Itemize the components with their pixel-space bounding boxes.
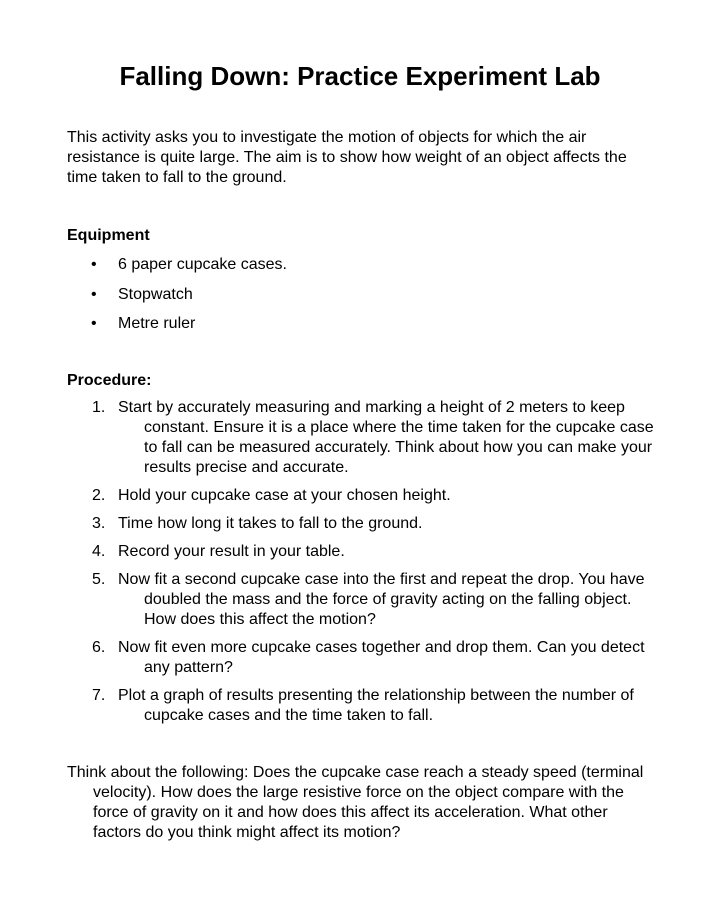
list-item: [67, 398, 659, 478]
intro-paragraph: This activity asks you to investigate the motion of objects for which the air resistance is quite large. The aim is to show how weight of an object affects the time taken to fall to the ground.: [67, 129, 627, 186]
bullet-icon: •: [91, 256, 97, 273]
step-text: Hold your cupcake case at your chosen height.: [118, 487, 451, 504]
list-item: [67, 486, 659, 506]
list-item: [67, 686, 659, 726]
equipment-item-text: Metre ruler: [118, 315, 196, 332]
step-text: Now fit even more cupcake cases together and drop them. Can you detect any pattern?: [118, 639, 645, 676]
page-title: Falling Down: Practice Experiment Lab: [119, 61, 601, 91]
step-text: Time how long it takes to fall to the ground.: [118, 515, 423, 532]
equipment-heading: Equipment: [67, 227, 150, 244]
bullet-icon: •: [91, 285, 97, 303]
list-item: [67, 638, 659, 678]
step-text: Start by accurately measuring and marking a height of 2 meters to keep constant. Ensure it is a place where the time taken for the cupcake case to fall can be measured accurately. Think about how you can make your results precise and accurate.: [118, 399, 654, 476]
equipment-item-text: 6 paper cupcake cases.: [118, 256, 287, 273]
step-number: 1.: [92, 399, 106, 416]
bullet-icon: •: [91, 315, 97, 332]
step-text: Record your result in your table.: [118, 543, 345, 560]
step-number: 2.: [92, 487, 106, 504]
step-text: Now fit a second cupcake case into the first and repeat the drop. You have doubled the mass and the force of gravity acting on the falling object. How does this affect the motion?: [118, 571, 645, 628]
list-item: [67, 514, 659, 534]
step-number: 5.: [92, 571, 106, 588]
equipment-item-text: Stopwatch: [118, 285, 193, 303]
step-number: 7.: [92, 687, 106, 704]
list-item: [67, 542, 659, 562]
list-item: [67, 570, 659, 630]
step-number: 3.: [92, 515, 106, 532]
think-paragraph: Think about the following: Does the cupcake case reach a steady speed (terminal velocity). How does the large resistive force on the object compare with the force of gravity on it and how does this affect its acceleration. What other factors do you think might affect its motion?: [67, 764, 644, 841]
step-text: Plot a graph of results presenting the relationship between the number of cupcake cases and the time taken to fall.: [118, 687, 634, 724]
procedure-list: [67, 398, 659, 734]
step-number: 6.: [92, 639, 106, 656]
step-number: 4.: [92, 543, 106, 560]
procedure-heading: Procedure:: [67, 372, 152, 389]
